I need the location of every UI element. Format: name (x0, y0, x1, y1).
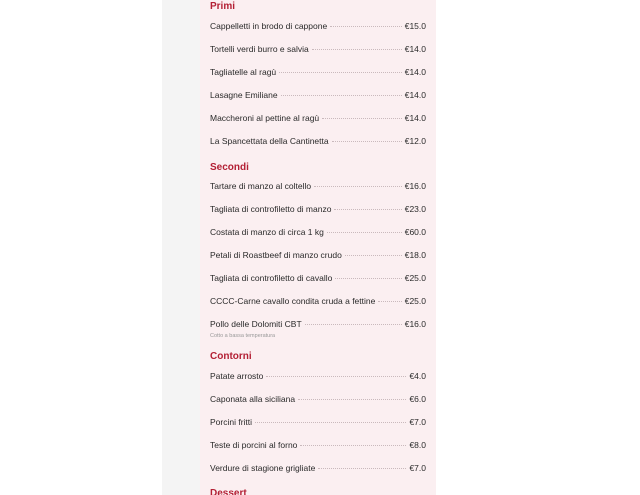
menu-item (210, 416, 426, 428)
item-note: Cotto a bassa temperatura (210, 333, 276, 339)
dot-leader (335, 278, 401, 279)
menu-item (210, 89, 426, 101)
item-price: €6.0 (409, 394, 426, 404)
item-name: Pollo delle Dolomiti CBT (210, 319, 302, 329)
menu-item (210, 318, 426, 330)
menu-item (210, 272, 426, 284)
menu-item (210, 20, 426, 32)
dot-leader (332, 141, 402, 142)
dot-leader (327, 232, 402, 233)
item-name: Lasagne Emiliane (210, 90, 278, 100)
menu-item (210, 112, 426, 124)
menu-item (210, 66, 426, 78)
item-price: €16.0 (404, 181, 426, 191)
item-price: €14.0 (404, 44, 426, 54)
item-price: €7.0 (409, 463, 426, 473)
item-name: Tagliata di controfiletto di manzo (210, 204, 332, 214)
item-name: CCCC-Carne cavallo condita cruda a fettine (210, 296, 376, 306)
menu-card (200, 0, 436, 495)
item-name: Patate arrosto (210, 371, 264, 381)
dot-leader (378, 301, 401, 302)
dot-leader (281, 95, 402, 96)
item-name: Porcini fritti (210, 417, 253, 427)
item-price: €14.0 (404, 113, 426, 123)
dot-leader (318, 468, 406, 469)
item-name: Maccheroni al pettine al ragù (210, 113, 320, 123)
menu-item (210, 370, 426, 382)
section-title-dessert: Dessert (210, 488, 247, 495)
dot-leader (305, 324, 402, 325)
menu-item (210, 43, 426, 55)
dot-leader (300, 445, 406, 446)
item-name: Caponata alla siciliana (210, 394, 296, 404)
item-price: €4.0 (409, 371, 426, 381)
item-price: €14.0 (404, 67, 426, 77)
menu-item (210, 295, 426, 307)
menu-item (210, 203, 426, 215)
dot-leader (314, 186, 402, 187)
menu-item (210, 249, 426, 261)
section-title-contorni: Contorni (210, 351, 252, 362)
item-name: La Spancettata della Cantinetta (210, 136, 329, 146)
item-price: €14.0 (404, 90, 426, 100)
menu-item (210, 135, 426, 147)
item-name: Tagliatelle al ragù (210, 67, 277, 77)
item-price: €18.0 (404, 250, 426, 260)
section-title-primi: Primi (210, 1, 236, 12)
item-price: €60.0 (404, 227, 426, 237)
menu-item (210, 180, 426, 192)
item-name: Tartare di manzo al coltello (210, 181, 312, 191)
item-name: Teste di porcini al forno (210, 440, 298, 450)
item-price: €15.0 (404, 21, 426, 31)
left-gutter (162, 0, 200, 495)
dot-leader (255, 422, 406, 423)
dot-leader (266, 376, 406, 377)
item-name: Petali di Roastbeef di manzo crudo (210, 250, 342, 260)
dot-leader (279, 72, 402, 73)
menu-item (210, 226, 426, 238)
item-name: Verdure di stagione grigliate (210, 463, 316, 473)
dot-leader (322, 118, 402, 119)
item-name: Tortelli verdi burro e salvia (210, 44, 309, 54)
menu-item (210, 462, 426, 474)
dot-leader (330, 26, 402, 27)
dot-leader (334, 209, 401, 210)
item-price: €16.0 (404, 319, 426, 329)
menu-item (210, 439, 426, 451)
item-price: €25.0 (404, 296, 426, 306)
dot-leader (298, 399, 406, 400)
item-name: Tagliata di controfiletto di cavallo (210, 273, 333, 283)
item-price: €8.0 (409, 440, 426, 450)
item-price: €23.0 (404, 204, 426, 214)
item-price: €7.0 (409, 417, 426, 427)
dot-leader (345, 255, 402, 256)
item-name: Costata di manzo di circa 1 kg (210, 227, 324, 237)
item-price: €25.0 (404, 273, 426, 283)
dot-leader (312, 49, 402, 50)
item-name: Cappelletti in brodo di cappone (210, 21, 328, 31)
menu-item (210, 393, 426, 405)
section-title-secondi: Secondi (210, 162, 249, 173)
item-price: €12.0 (404, 136, 426, 146)
